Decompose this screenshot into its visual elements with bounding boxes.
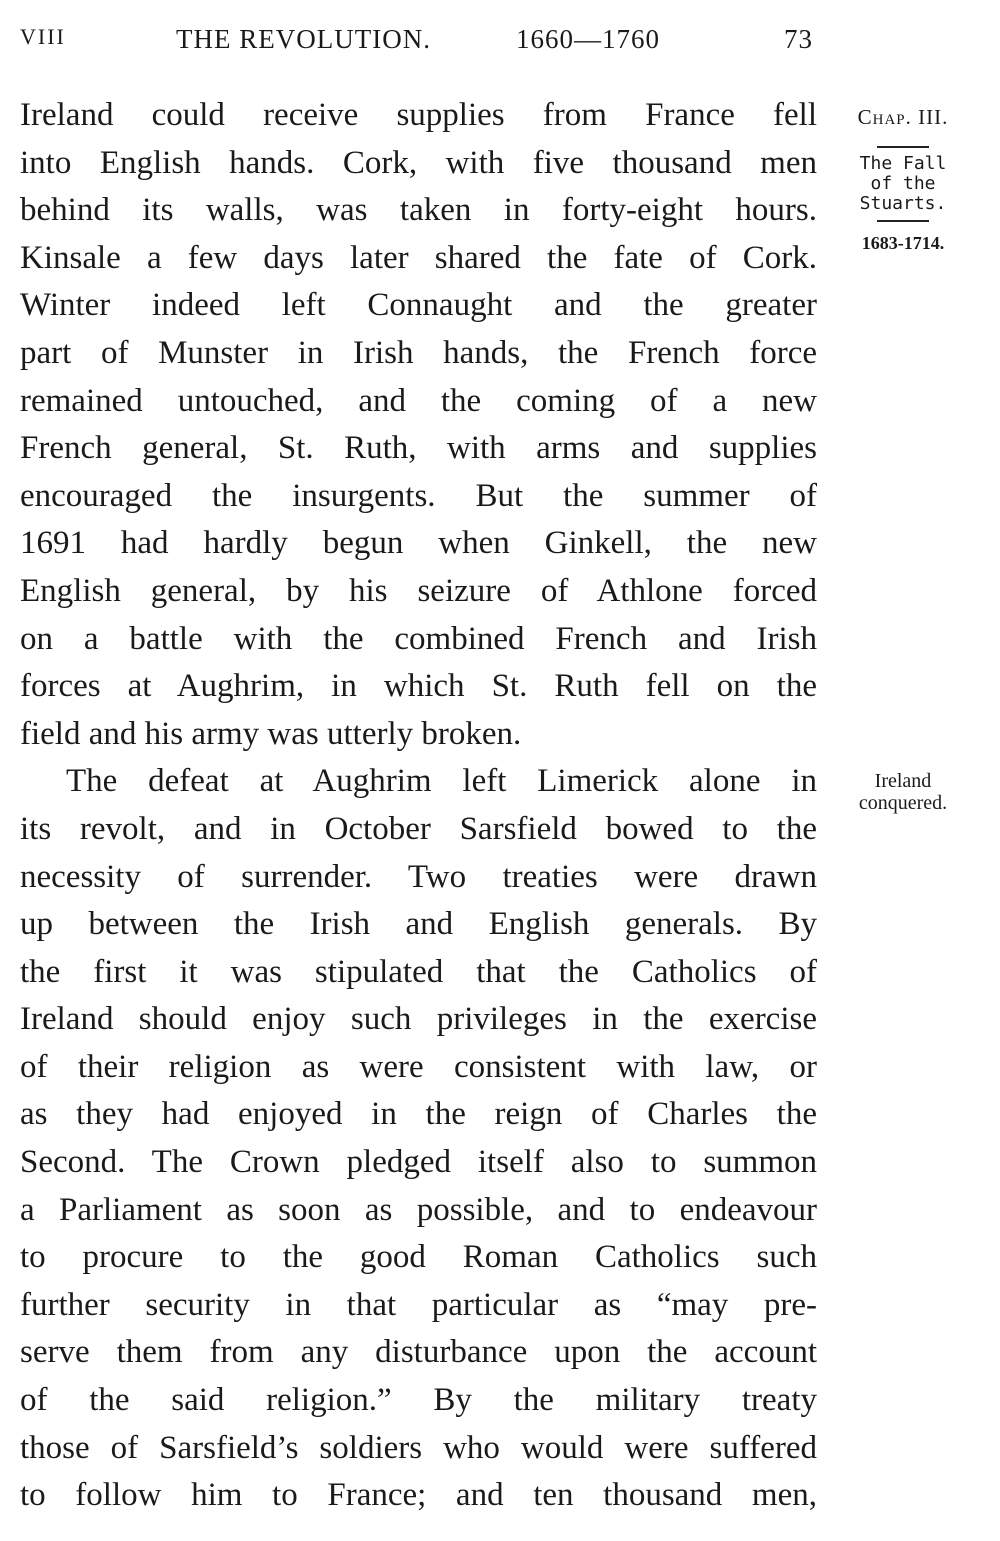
text-line: necessity of surrender. Two treaties were drawn [20,858,817,895]
text-line: French general, St. Ruth, with arms and supplies [20,430,817,467]
text-line: as they had enjoyed in the reign of Charles the [20,1096,817,1133]
text-line: of the said religion.” By the military treaty [20,1382,817,1419]
text-line: Second. The Crown pledged itself also to summon [20,1144,817,1181]
text-line: part of Munster in Irish hands, the French force [20,334,817,371]
text-line: a Parliament as soon as possible, and to endeavour [20,1191,817,1228]
text-line: Winter indeed left Connaught and the greater [20,287,817,324]
text-line: on a battle with the combined French and Irish [20,620,817,657]
text-line: English general, by his seizure of Athlone forced [20,572,817,609]
text-line: those of Sarsfield’s soldiers who would were suffered [20,1429,817,1466]
text-line: Ireland could receive supplies from France fell [20,97,817,133]
margin-rule [877,146,929,148]
text-line: further security in that particular as “may pre- [20,1286,817,1323]
margin-topic-line: Ireland [874,770,932,792]
text-line: its revolt, and in October Sarsfield bowed to the [20,810,817,847]
text-line: Ireland should enjoy such privileges in the exercise [20,1001,817,1038]
margin-section-line: The Fall [859,153,947,174]
volume-number: VIII [20,24,66,49]
text-line: Kinsale a few days later shared the fate of Cork. [20,239,817,276]
running-header [20,24,820,64]
text-line: forces at Aughrim, in which St. Ruth fell on the [20,668,817,705]
text-line: to follow him to France; and ten thousand men, [20,1477,817,1514]
text-line: serve them from any disturbance upon the account [20,1334,817,1371]
margin-section-dates: 1683-1714. [861,233,945,253]
text-line: The defeat at Aughrim left Limerick alone in [66,763,817,800]
text-line: the first it was stipulated that the Catholics of [20,953,817,990]
margin-section-line: of the [870,173,936,194]
margin-topic-note [826,770,980,814]
body-text [20,92,817,1520]
text-line: remained untouched, and the coming of a new [20,382,817,419]
running-title: THE REVOLUTION. [176,24,431,54]
text-line: 1691 had hardly begun when Ginkell, the new [20,525,817,562]
margin-section-line: Stuarts. [859,193,947,214]
text-line: to procure to the good Roman Catholics such [20,1239,817,1276]
paragraph-1 [20,92,817,758]
text-line: behind its walls, was taken in forty-eight hours. [20,192,817,229]
text-line: encouraged the insurgents. But the summer of [20,477,817,514]
text-line: field and his army was utterly broken. [20,715,522,752]
paragraph-2 [20,758,817,1520]
page-number: 73 [784,24,813,54]
text-line: into English hands. Cork, with five thousand men [20,144,817,181]
margin-rule [877,220,929,222]
text-line: of their religion as were consistent with law, or [20,1048,817,1085]
running-dates: 1660—1760 [516,24,660,54]
margin-chapter: Chap. III. [857,105,949,129]
text-line: up between the Irish and English generals. By [20,906,817,943]
margin-topic-line: conquered. [858,792,948,814]
margin-section-note [826,140,980,254]
